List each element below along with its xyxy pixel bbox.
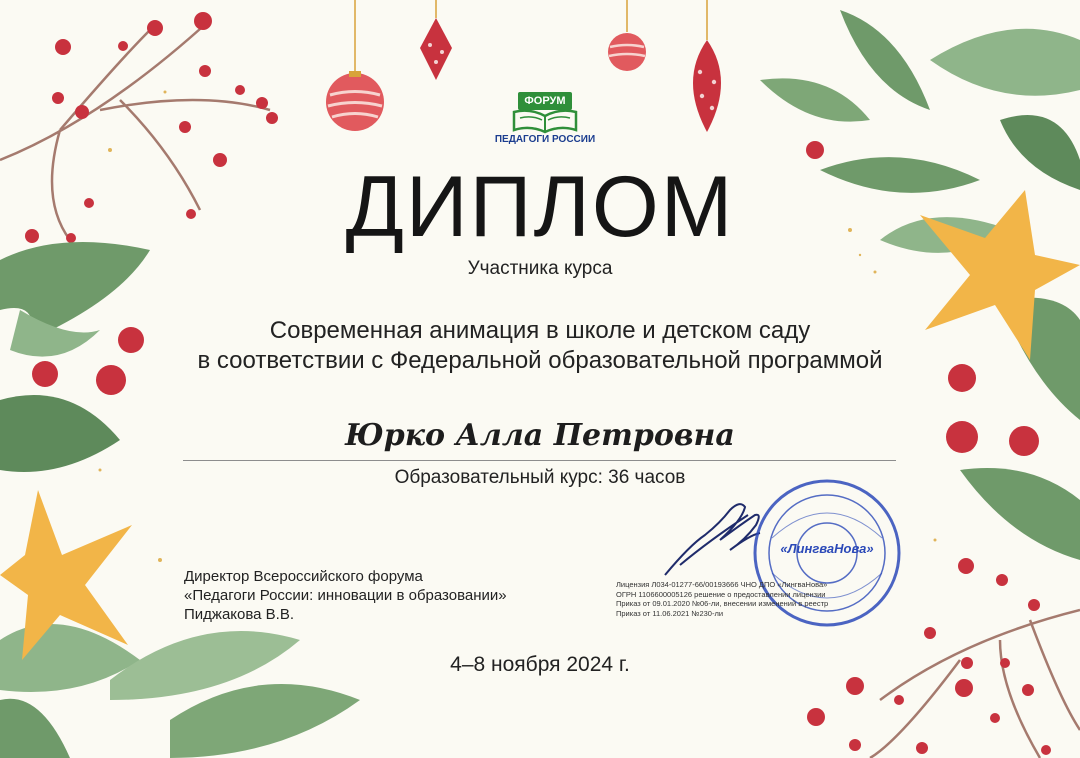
license-line-4: Приказ от 11.06.2021 №230-ли bbox=[616, 608, 724, 618]
diploma-subtitle: Участника курса bbox=[467, 258, 613, 279]
book-icon bbox=[510, 108, 580, 134]
license-line-3: Приказ от 09.01.2020 №06-ли, внесении изменений в реестр bbox=[616, 599, 829, 608]
course-title bbox=[0, 316, 1080, 376]
license-line-1: Лицензия Л034-01277-66/00193666 ЧНО ДПО «ЛингваНова» bbox=[616, 580, 828, 589]
course-hours: Образовательный курс: 36 часов bbox=[394, 467, 686, 488]
director-line-2: «Педагоги России: инновации в образовании» bbox=[184, 587, 507, 604]
stamp-text: «ЛингваНова» bbox=[780, 541, 874, 556]
logo-top-label: ФОРУМ bbox=[518, 92, 572, 110]
forum-logo bbox=[490, 82, 600, 152]
course-date: 4–8 ноября 2024 г. bbox=[450, 653, 630, 676]
director-block bbox=[184, 567, 507, 624]
director-line-1: Директор Всероссийского форума bbox=[184, 568, 423, 585]
director-line-3: Пиджакова В.В. bbox=[184, 606, 295, 623]
course-line-2: в соответствии с Федеральной образовательной программой bbox=[197, 347, 883, 374]
recipient-name: Юрко Алла Петровна bbox=[345, 418, 735, 453]
name-underline bbox=[183, 460, 896, 461]
logo-bottom-label: ПЕДАГОГИ РОССИИ bbox=[494, 134, 596, 145]
license-info bbox=[616, 580, 828, 618]
license-line-2: ОГРН 1106600005126 решение о предоставлении лицензии bbox=[616, 589, 826, 599]
course-line-1: Современная анимация в школе и детском саду bbox=[269, 317, 811, 344]
diploma-title: ДИПЛОМ bbox=[345, 159, 735, 255]
